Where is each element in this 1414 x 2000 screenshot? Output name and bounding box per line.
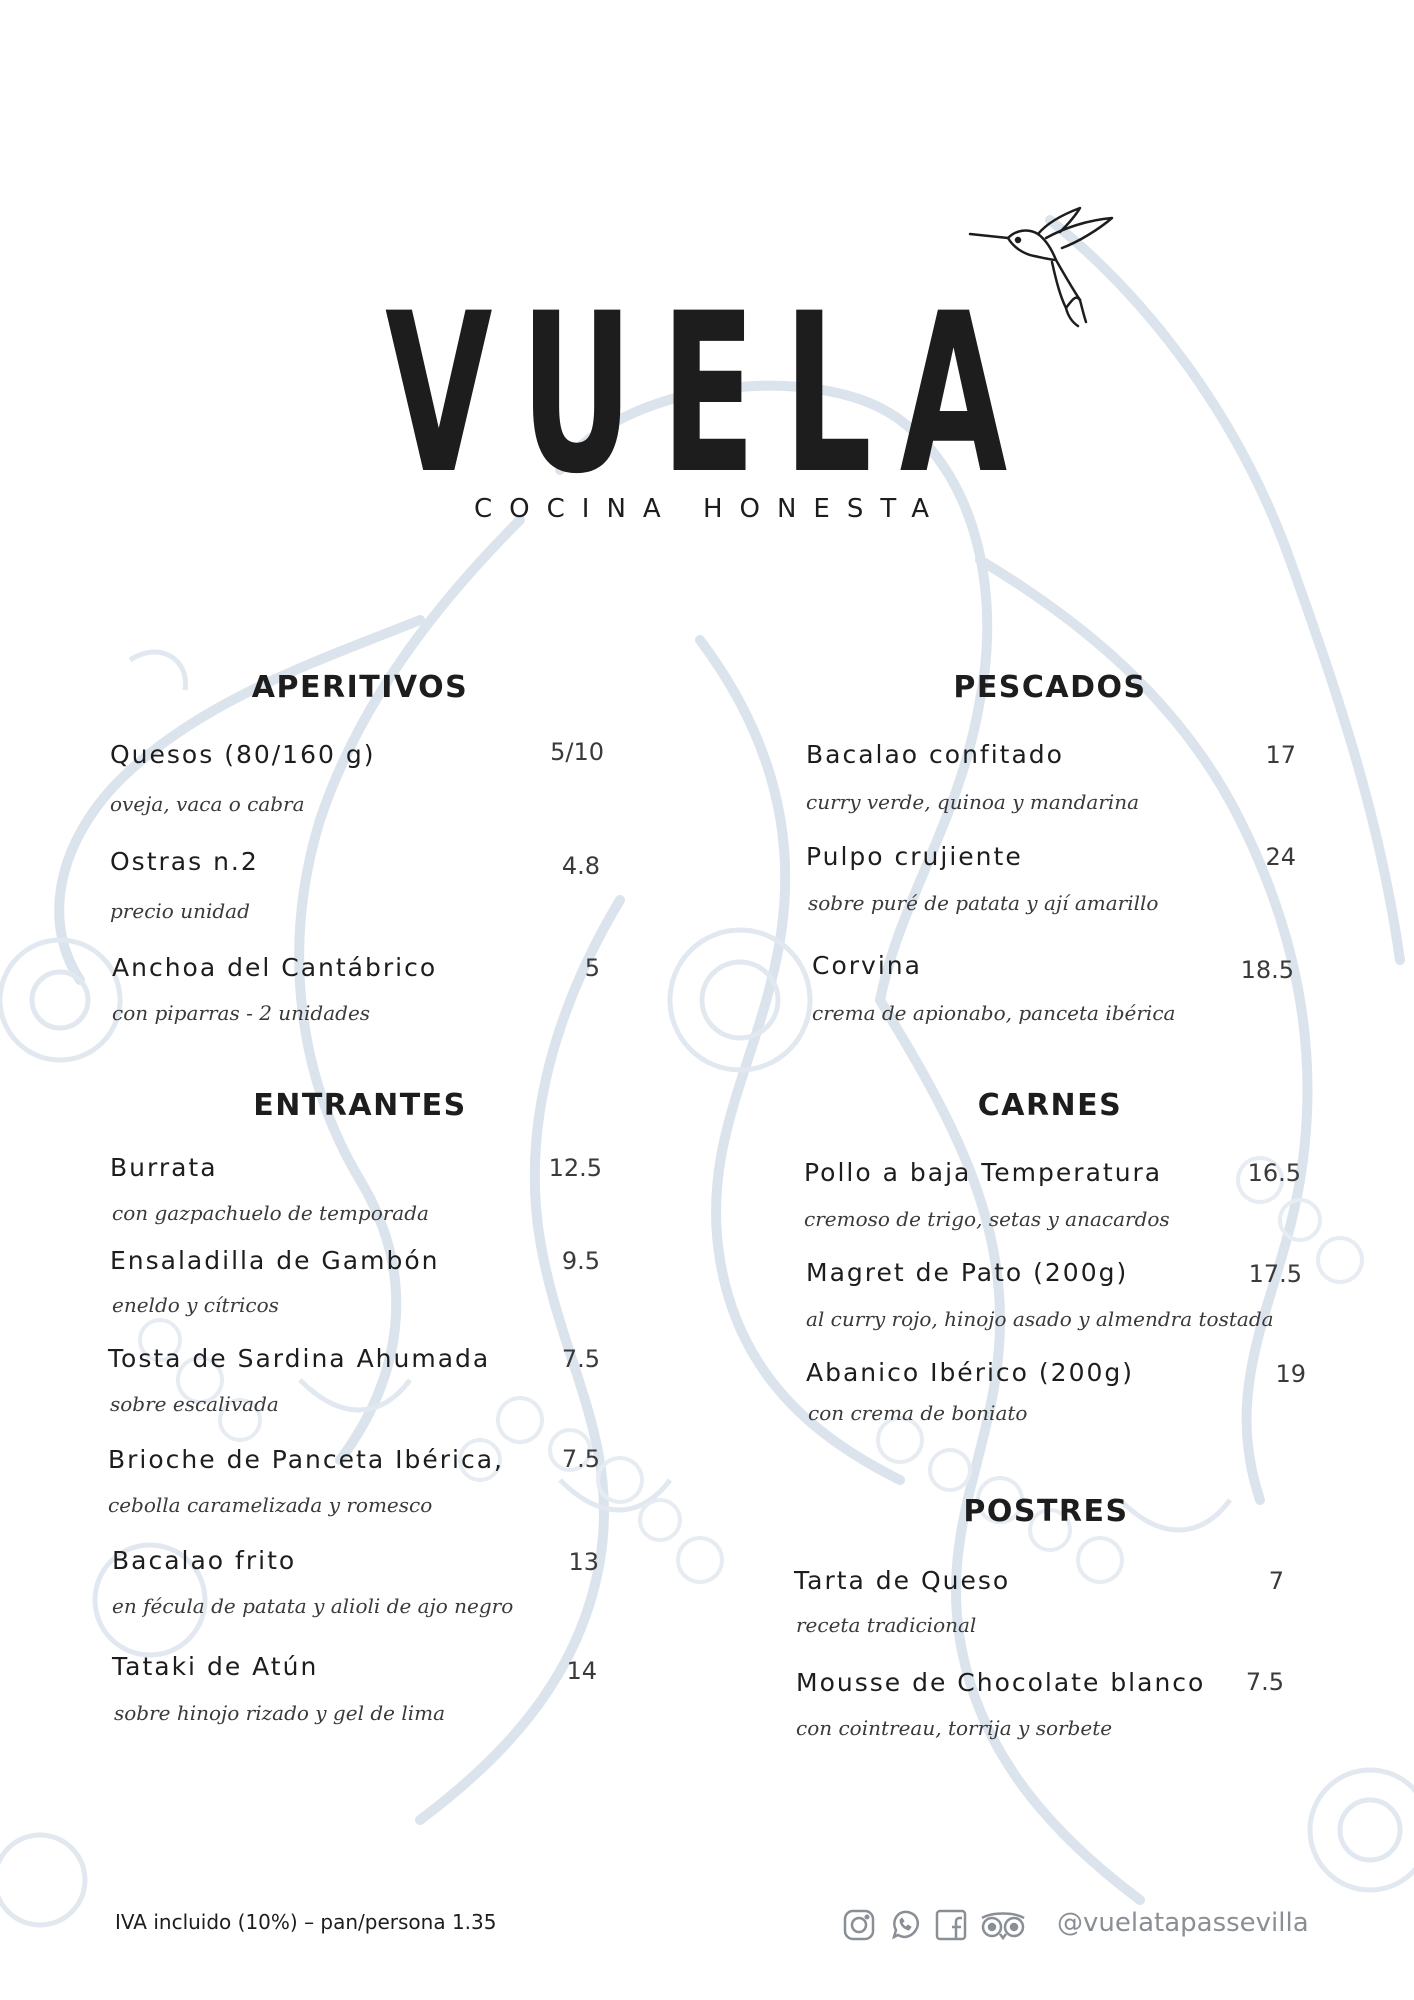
menu-item-price: 5	[584, 954, 600, 982]
menu-item-desc: con crema de boniato	[808, 1401, 1028, 1425]
section-title-postres: POSTRES	[963, 1494, 1129, 1529]
menu-item-desc: con piparras - 2 unidades	[112, 1001, 371, 1025]
menu-item-name: Brioche de Panceta Ibérica,	[108, 1445, 504, 1474]
section-title-carnes: CARNES	[977, 1088, 1123, 1123]
menu-item-desc: receta tradicional	[796, 1613, 977, 1637]
menu-item-name: Magret de Pato (200g)	[806, 1258, 1129, 1287]
menu-item-name: Bacalao confitado	[806, 740, 1064, 769]
tripadvisor-icon[interactable]	[978, 1908, 1028, 1942]
menu-item-name: Mousse de Chocolate blanco	[796, 1668, 1206, 1697]
menu-item-name: Quesos (80/160 g)	[110, 740, 376, 769]
menu-item-desc: con gazpachuelo de temporada	[112, 1201, 429, 1225]
menu-item-price: 16.5	[1247, 1159, 1301, 1187]
menu-item-desc: al curry rojo, hinojo asado y almendra tostada	[806, 1307, 1274, 1331]
menu-item-name: Ostras n.2	[110, 847, 259, 876]
menu-item-desc: sobre escalivada	[110, 1392, 279, 1416]
hummingbird-icon	[968, 204, 1114, 332]
menu-item-desc: crema de apionabo, panceta ibérica	[812, 1001, 1176, 1025]
menu-item-desc: eneldo y cítricos	[112, 1293, 279, 1317]
social-handle[interactable]: @vuelatapassevilla	[1057, 1908, 1309, 1938]
footer-note: IVA incluido (10%) – pan/persona 1.35	[115, 1910, 497, 1934]
menu-item-name: Pollo a baja Temperatura	[804, 1158, 1163, 1187]
section-title-pescados: PESCADOS	[953, 670, 1147, 705]
menu-item-desc: sobre hinojo rizado y gel de lima	[114, 1701, 446, 1725]
section-title-entrantes: ENTRANTES	[253, 1088, 467, 1123]
menu-item-name: Corvina	[812, 951, 922, 980]
menu-item-desc: cebolla caramelizada y romesco	[108, 1493, 433, 1517]
facebook-icon[interactable]	[934, 1908, 968, 1942]
menu-item-price: 17.5	[1248, 1260, 1302, 1288]
menu-item-price: 9.5	[561, 1247, 600, 1275]
menu-item-desc: en fécula de patata y alioli de ajo negro	[112, 1594, 514, 1618]
menu-item-name: Anchoa del Cantábrico	[112, 953, 438, 982]
menu-item-name: Burrata	[110, 1153, 218, 1182]
brand-name: VUELA	[385, 290, 1035, 480]
menu-item-price: 7.5	[561, 1445, 600, 1473]
menu-item-name: Tosta de Sardina Ahumada	[108, 1344, 491, 1373]
menu-item-price: 19	[1275, 1360, 1306, 1388]
vuela-logo	[380, 290, 1040, 480]
menu-item-price: 7.5	[561, 1345, 600, 1373]
menu-item-price: 4.8	[561, 852, 600, 880]
whatsapp-icon[interactable]	[888, 1908, 922, 1942]
menu-item-price: 14	[566, 1657, 597, 1685]
menu-item-name: Bacalao frito	[112, 1546, 297, 1575]
menu-item-price: 17	[1265, 741, 1296, 769]
menu-item-price: 24	[1265, 843, 1296, 871]
menu-item-price: 7	[1268, 1567, 1284, 1595]
menu-item-desc: cremoso de trigo, setas y anacardos	[804, 1207, 1170, 1231]
menu-item-desc: oveja, vaca o cabra	[110, 792, 305, 816]
tagline: COCINA HONESTA	[474, 494, 946, 524]
menu-item-price: 18.5	[1240, 956, 1294, 984]
menu-item-name: Tarta de Queso	[794, 1566, 1011, 1595]
menu-item-desc: sobre puré de patata y ají amarillo	[808, 891, 1159, 915]
menu-item-price: 5/10	[550, 738, 604, 766]
menu-item-price: 13	[568, 1548, 599, 1576]
menu-item-price: 12.5	[548, 1154, 602, 1182]
menu-item-name: Abanico Ibérico (200g)	[806, 1358, 1134, 1387]
menu-item-price: 7.5	[1245, 1668, 1284, 1696]
section-title-aperitivos: APERITIVOS	[251, 670, 469, 705]
menu-item-name: Pulpo crujiente	[806, 842, 1023, 871]
menu-item-desc: precio unidad	[110, 899, 250, 923]
menu-item-desc: curry verde, quinoa y mandarina	[806, 790, 1140, 814]
menu-item-name: Ensaladilla de Gambón	[110, 1246, 440, 1275]
menu-item-desc: con cointreau, torrija y sorbete	[796, 1716, 1113, 1740]
menu-item-name: Tataki de Atún	[112, 1652, 319, 1681]
instagram-icon[interactable]	[842, 1908, 876, 1942]
